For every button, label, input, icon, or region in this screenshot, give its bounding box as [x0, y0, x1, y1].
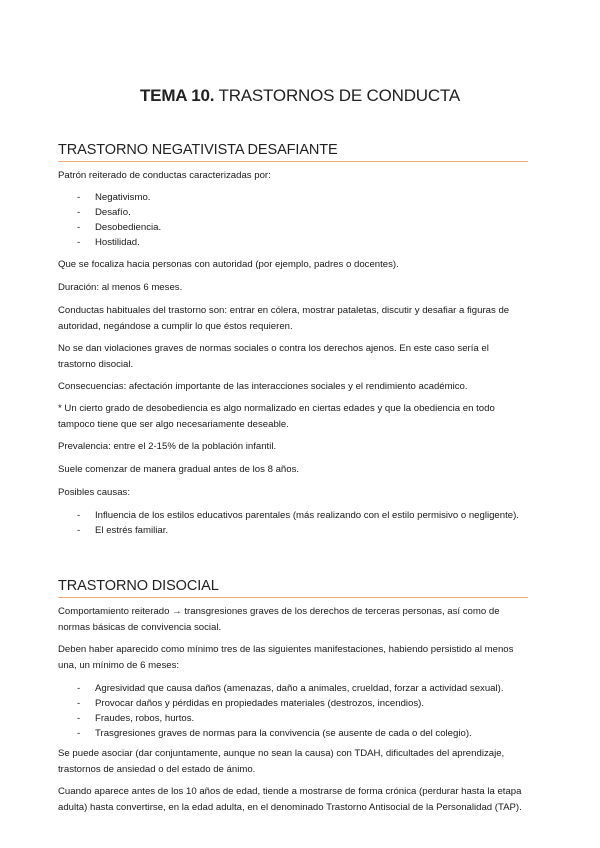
behaviors-paragraph: Conductas habituales del trastorno son: entrar en cólera, mostrar pataletas, discutir y desafiar a figuras de autoridad, negándose a cumplir lo que éstos requieren. — [58, 305, 510, 332]
traits-list — [58, 190, 528, 250]
intro-paragraph: Patrón reiterado de conductas caracterizadas por: — [58, 170, 271, 181]
list-dash: - — [77, 222, 81, 233]
list-item — [58, 523, 528, 538]
document-title — [0, 86, 600, 106]
section-heading-disocial: TRASTORNO DISOCIAL — [58, 578, 528, 598]
list-dash: - — [77, 698, 81, 709]
list-dash: - — [77, 713, 81, 724]
list-dash: - — [77, 237, 81, 248]
document-title-number: TEMA 10. — [140, 86, 215, 105]
list-dash: - — [77, 525, 81, 536]
list-dash: - — [77, 683, 81, 694]
list-item — [58, 696, 528, 711]
list-item-text: Agresividad que causa daños (amenazas, daño a animales, crueldad, forzar a actividad sexual). — [95, 683, 504, 694]
no-violations-paragraph: No se dan violaciones graves de normas sociales o contra los derechos ajenos. En este caso sería el trastorno disocial. — [58, 343, 489, 370]
list-item — [58, 235, 528, 250]
causes-title: Posibles causas: — [58, 487, 130, 498]
behavior-paragraph: Comportamiento reiterado → transgresiones graves de los derechos de terceras personas, así como de normas básicas de convivencia social. — [58, 606, 500, 633]
list-item — [58, 681, 528, 696]
note-paragraph: * Un cierto grado de desobediencia es algo normalizado en ciertas edades y que la obediencia en todo tampoco tiene que ser algo necesariamente deseable. — [58, 403, 495, 430]
list-item-text: El estrés familiar. — [95, 525, 169, 536]
list-dash: - — [77, 192, 81, 203]
consequences-paragraph: Consecuencias: afectación importante de las interacciones sociales y el rendimiento académico. — [58, 381, 468, 392]
list-dash: - — [77, 207, 81, 218]
list-item-text: Provocar daños y pérdidas en propiedades materiales (destrozos, incendios). — [95, 698, 425, 709]
document-title-text: TRASTORNOS DE CONDUCTA — [214, 86, 460, 105]
list-item — [58, 711, 528, 726]
list-item-text: Influencia de los estilos educativos parentales (más realizando con el estilo permisivo o negligente). — [95, 510, 519, 521]
list-item-text: Desobediencia. — [95, 222, 162, 233]
list-item — [58, 220, 528, 235]
focus-paragraph: Que se focaliza hacia personas con autoridad (por ejemplo, padres o docentes). — [58, 259, 399, 270]
prevalence-paragraph: Prevalencia: entre el 2-15% de la población infantil. — [58, 441, 277, 452]
list-dash: - — [77, 728, 81, 739]
list-item-text: Negativismo. — [95, 192, 151, 203]
list-item-text: Fraudes, robos, hurtos. — [95, 713, 195, 724]
list-item — [58, 190, 528, 205]
chronic-paragraph: Cuando aparece antes de los 10 años de edad, tiende a mostrarse de forma crónica (perdurar hasta la etapa adulta) hasta convertirse, en la edad adulta, en el denominado Trastorno Antisocial de la Personalidad (TAP). — [58, 786, 522, 813]
criteria-paragraph: Deben haber aparecido como mínimo tres de las siguientes manifestaciones, habiendo persistido al menos una, un mínimo de 6 meses: — [58, 644, 514, 671]
list-item-text: Hostilidad. — [95, 237, 140, 248]
onset-paragraph: Suele comenzar de manera gradual antes de los 8 años. — [58, 464, 300, 475]
list-item — [58, 726, 528, 741]
list-dash: - — [77, 510, 81, 521]
causes-list — [58, 508, 528, 538]
manifestations-list — [58, 681, 528, 741]
associations-paragraph: Se puede asociar (dar conjuntamente, aunque no sean la causa) con TDAH, dificultades del aprendizaje, trastornos de ansiedad o del estado de ánimo. — [58, 748, 505, 775]
list-item-text: Trasgresiones graves de normas para la convivencia (se ausente de cada o del colegio). — [95, 728, 472, 739]
section-heading-negativista: TRASTORNO NEGATIVISTA DESAFIANTE — [58, 142, 528, 162]
list-item — [58, 508, 528, 523]
list-item — [58, 205, 528, 220]
duration-paragraph: Duración: al menos 6 meses. — [58, 282, 183, 293]
list-item-text: Desafío. — [95, 207, 131, 218]
